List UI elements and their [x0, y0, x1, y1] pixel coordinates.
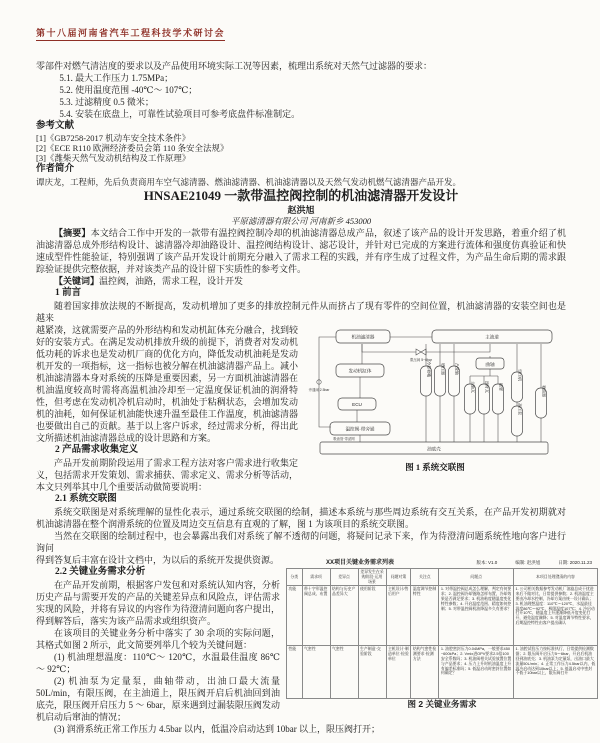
- node-crank: 曲轴: [485, 362, 495, 367]
- keywords-text: 温控阀，油路，需求工程，设计开发: [99, 276, 244, 286]
- figure2-title: XX项目关键业务需求列表: [326, 560, 395, 566]
- node-main-bearing: 主轴瓦: [470, 381, 476, 393]
- table-cell: 结构与历史产品差异大: [330, 586, 358, 646]
- conference-header: 第十八届河南省汽车工程科技学术研讨会: [36, 26, 225, 41]
- node-hp-pump: 高压泵: [517, 403, 523, 415]
- node-sump: 油底壳: [427, 446, 441, 452]
- table-cell: 气密性: [302, 646, 330, 699]
- figure2-date: 日期: 2020.11.23: [558, 560, 592, 565]
- table-cell: 1. 油腔试验压力按标准执行，日常提供检测数据；2. 限压阀开启压力5～6bar，开启后机油回到油底壳；3. 机油泵为定量泵，出油口最大流量50L/min；4. 正常工作压力4.5bar以内，低温冷启动达到10bar以上；5. 低温启动中密封不低于10bar以上，限压阀打开: [513, 646, 597, 699]
- table-cell: 结构气密性检测要求·检测方法: [411, 646, 439, 699]
- paper-title: HNSAE21049 一款带温控阀控制的机油滤清器开发设计: [143, 188, 459, 203]
- section-heading-2: 2 产品需求收集定义: [55, 445, 139, 455]
- column-header: 差异点: [330, 569, 358, 586]
- figure2-version: 版本: V1.0: [476, 560, 498, 565]
- requirement-item: 5.2. 使用温度范围 -40℃～ 107℃；: [59, 85, 198, 95]
- table-cell: 性能: [287, 646, 303, 699]
- author-bio-text: 谭庆龙，工程师，先后负责商用车空气滤清器、燃油滤清器、机油滤清器以及天然气发动机燃气滤清器产品开发。: [36, 177, 462, 187]
- requirement-list: [36, 72, 566, 120]
- label-suction-pipe: 吸油管·带滤网: [333, 437, 355, 441]
- requirement-item: 5.1. 最大工作压力 1.75MPa；: [59, 73, 174, 83]
- keywords-paragraph: [36, 275, 566, 287]
- abstract-label: 【摘要】: [54, 228, 91, 238]
- paper-author: 赵洪旭: [287, 205, 315, 215]
- table-cell: 1. 油腔密封压力0.04MPa，一般要求450~600kPa；2. Vmix进OPV要求2.5倍100安全系数吗；3. 机油阀相关试验放置位置与产品要求；4. 压力上升时机油温度上升有偏差标准吗；5. 低温启动时密封位置如何确定？: [439, 646, 514, 699]
- key-issue-item-2: (2) 机油泵为定量泵，曲轴带动，出油口最大流量 50L/min，有限压阀，在主油道上，限压阀开启后机油回到油底壳，限压阀开启压力 5 ～ 6bar，原来遇到过漏装限压阀发动机启动后窜油的情况；: [36, 676, 280, 722]
- section-2-1-text-2a: 当然在交联图的绘制过程中，也会暴露出我们对系统了解不透彻的问题，将疑问记录下来，作为待澄清问题系统性地向客户进行询问: [36, 531, 566, 553]
- node-turbo: 增压器: [440, 363, 446, 375]
- figure1-system-diagram: [304, 326, 566, 473]
- author-bio-heading: 作者简介: [36, 164, 75, 174]
- figure2-titlebar: [286, 558, 598, 568]
- requirement-item: 5.4. 安装在底盘上，可靠性试验项目可参考底盘件标准制定。: [59, 109, 301, 119]
- node-thermo-valve: 温控阀·带旁通: [345, 426, 375, 432]
- table-cell: 1. 对带温控阀总成怎么理解，判定有何要求；2. 温控阀冷却链路怎样布置，冷却效果是否满足要求；3. 机油粘度随温度变化特性参数；4. 开启温度范围、精度如何控制；5. 对带温控阀机油降温多久有要求？: [439, 586, 514, 646]
- table-cell: 功能: [287, 586, 303, 646]
- section-heading-1: 1 前言: [55, 288, 82, 298]
- key-issue-item-1: (1) 机油理想温度：110℃～ 120℃，水温最佳温度 86℃～ 92℃；: [36, 652, 280, 674]
- table-cell: 1. 公司相关数据参考发动机厂油滤总成干扰进来后不做对比，日常提供参数；2. 机油温度主要由冷却水控制，冷却方案由统一设计确认；3. 机油理想温度：110℃～120℃，水温最佳温度86℃～92℃，极限温度107℃；4. 冷启动打开10℃，随温度上升逐渐降低开度变化打开，避免温度骤降；5. 对温度调节特性要求，后期温控特性由客户提出确认: [513, 586, 597, 646]
- label-bypass-valve: 旁通阀 2.5bar: [308, 388, 330, 392]
- column-header: 分类: [287, 569, 303, 586]
- system-diagram-graphic: [304, 326, 566, 462]
- reference-list: [36, 133, 566, 163]
- figure2-caption: 图 2 关键业务需求: [407, 699, 477, 710]
- node-injector: 喷油器: [541, 385, 547, 397]
- table-header-row: [287, 569, 598, 586]
- reference-item: [2]《ECE R110 欧洲经济委员会第 110 条安全法规》: [36, 143, 229, 153]
- node-air-compressor: 空压机: [517, 369, 523, 381]
- section-heading-2-2: 2.2 关键业务需求分析: [55, 567, 146, 577]
- node-main-gallery: 主油道: [485, 334, 499, 340]
- table-cell: 温度调节控制特性: [411, 586, 439, 646]
- column-header: 关注点: [411, 569, 439, 586]
- figure1-caption: 图 1 系统交联图: [405, 462, 465, 472]
- section-1-text-a: 随着国家排放法规的不断提高，发动机增加了更多的排放控制元件从而挤占了现有零件的空间位置，机油滤清器的安装空间也是越来: [36, 301, 566, 323]
- section-2-2-text-1: 在产品开发前期，根据客户发包和对系统认知内容，分析历史产品与需要开发的产品的关键差异点和风险点，评估需求实现的风险，并将有异议的内容作为待澄清问题向客户提出，得到解答后，落实为该产品需求或组织资产。: [36, 580, 280, 626]
- column-header: 问题点: [439, 569, 514, 586]
- node-camshaft: 凸轮轴: [454, 363, 460, 375]
- section-2-2-text-2: 在该项目的关键业务分析中落实了 30 余项的实际问题，其格式如图 2 所示，此文简要列举几个较为关键问题：: [36, 628, 280, 650]
- node-oil-filter: 机油滤清器: [351, 334, 375, 340]
- relief-valve-icon: [416, 349, 426, 355]
- node-rocker: 摇臂: [498, 383, 504, 391]
- column-header: 本项目处理澄清的内容: [513, 569, 597, 586]
- column-header: 差异发生在采购阶段·运用场景: [358, 569, 386, 586]
- section-2-1-text-1: 系统交联图是对系统理解的显性化表示，通过系统交联图的绘制，描述本系统与那些周边系统有交互关系，在产品开发初期就对机油滤清器在整个润滑系统的位置及周边交互信息有直观的了解，图 1 为该项目的系统交联图。: [36, 507, 566, 529]
- reference-item: [1]《GB7258-2017 机动车安全技术条件》: [36, 133, 191, 143]
- references-heading: 参考文献: [36, 121, 75, 131]
- requirement-table: [286, 568, 598, 699]
- table-row: [287, 586, 598, 646]
- column-header: 问题对策: [386, 569, 411, 586]
- top-intro-text: 零部件对燃气清洁度的要求以及产品使用环境实际工况等因素，梳理出系统对天然气过滤器的要求：: [36, 61, 433, 71]
- table-cell: 主机设计/售后用户: [386, 586, 411, 646]
- abstract-paragraph: [36, 227, 566, 275]
- label-relief-valve: 限压阀 5~6bar: [410, 358, 432, 362]
- node-cooling-nozzle: 冷却喷嘴: [426, 361, 432, 377]
- table-cell: 气密性: [330, 646, 358, 699]
- section-2-1-text-2b: 得到答复后丰富在设计文档中，为以后的系统开发提供资源。: [36, 555, 280, 565]
- section-heading-2-1: 2.1 系统交联图: [55, 494, 117, 504]
- table-cell: 带十字形温控阀总成、布置: [302, 586, 330, 646]
- section-2-text: 产品开发前期阶段运用了需求工程方法对客户需求进行收集定义，包括需求开发策划、需求捕获、需求定义、需求分析等活动，本文只列举其中几个重要活动做简要说明：: [36, 458, 298, 492]
- node-engine-block: 发动机缸体: [348, 368, 372, 374]
- key-issue-item-3: (3) 润滑系统正常工作压力 4.5bar 以内，低温冷启动达到 10bar 以上，限压阀打开；: [54, 724, 380, 734]
- table-cell: 主机设计·制造单位·检验单位: [386, 646, 411, 699]
- table-cell: 使用阶段: [358, 586, 386, 646]
- paper-affiliation: 平原滤清器有限公司 河南新乡 453000: [230, 216, 372, 226]
- node-rod-bearing: 连杆瓦: [484, 381, 490, 393]
- reference-item: [3]《潍柴天然气发动机结构及工作原理》: [36, 153, 191, 163]
- requirement-item: 5.3. 过滤精度 0.5 微米；: [59, 97, 154, 107]
- column-header: 需求项: [302, 569, 330, 586]
- node-ecu: ECU: [352, 402, 362, 407]
- figure2-author: 编制: 赵洪旭: [515, 560, 541, 565]
- table-row: [287, 646, 598, 699]
- abstract-text: 本文结合工作中开发的一款带有温控阀控制冷却的机油滤清器总成产品，叙述了该产品的设计开发思路，着重介绍了机油滤清器总成外形结构设计、滤清器冷却油路设计、温控阀结构设计、滤芯设计，并针对已完成的方案进行流体和强度仿真验证和快速成型件性能验证，特别强调了该产品开发设计前期充分融入了需求工程的实践，并有序生成了过程文件，为产品生命后期的需求跟踪验证提供完整依据，并对该类产品的设计留下实质性的参考文件。: [36, 228, 566, 274]
- figure2-requirement-table: [286, 558, 598, 710]
- keywords-label: 【关键词】: [54, 276, 100, 286]
- table-cell: 生产制造·交验阶段: [358, 646, 386, 699]
- section-1-text-b: 越紧凑，这就需要产品的外形结构和发动机缸体充分融合，找到较好的安装方式。在满足发动机排放升级的前提下，消费者对发动机低功耗的诉求也是发动机厂商的优化方向，降低发动机油耗是发动机开发的一项指标，这一指标也被分解在机油滤清器产品上。减小机油滤清器本身对系统的压降是重要因素，另一方面机油滤清器在机油温度较高时需将高温机油冷却至一定温度保证机油的润滑特性，但考虑在发动机冷机启动时，机油处于粘稠状态，会增加发动机的油耗，如何保证机油能快速升温至最佳工作温度，机油滤清器也要做出自己的贡献。基于以上客户诉求，经过需求分析，得出此文所描述机油滤清器总成的设计思路和方案。: [36, 325, 298, 443]
- article-content: [36, 60, 596, 735]
